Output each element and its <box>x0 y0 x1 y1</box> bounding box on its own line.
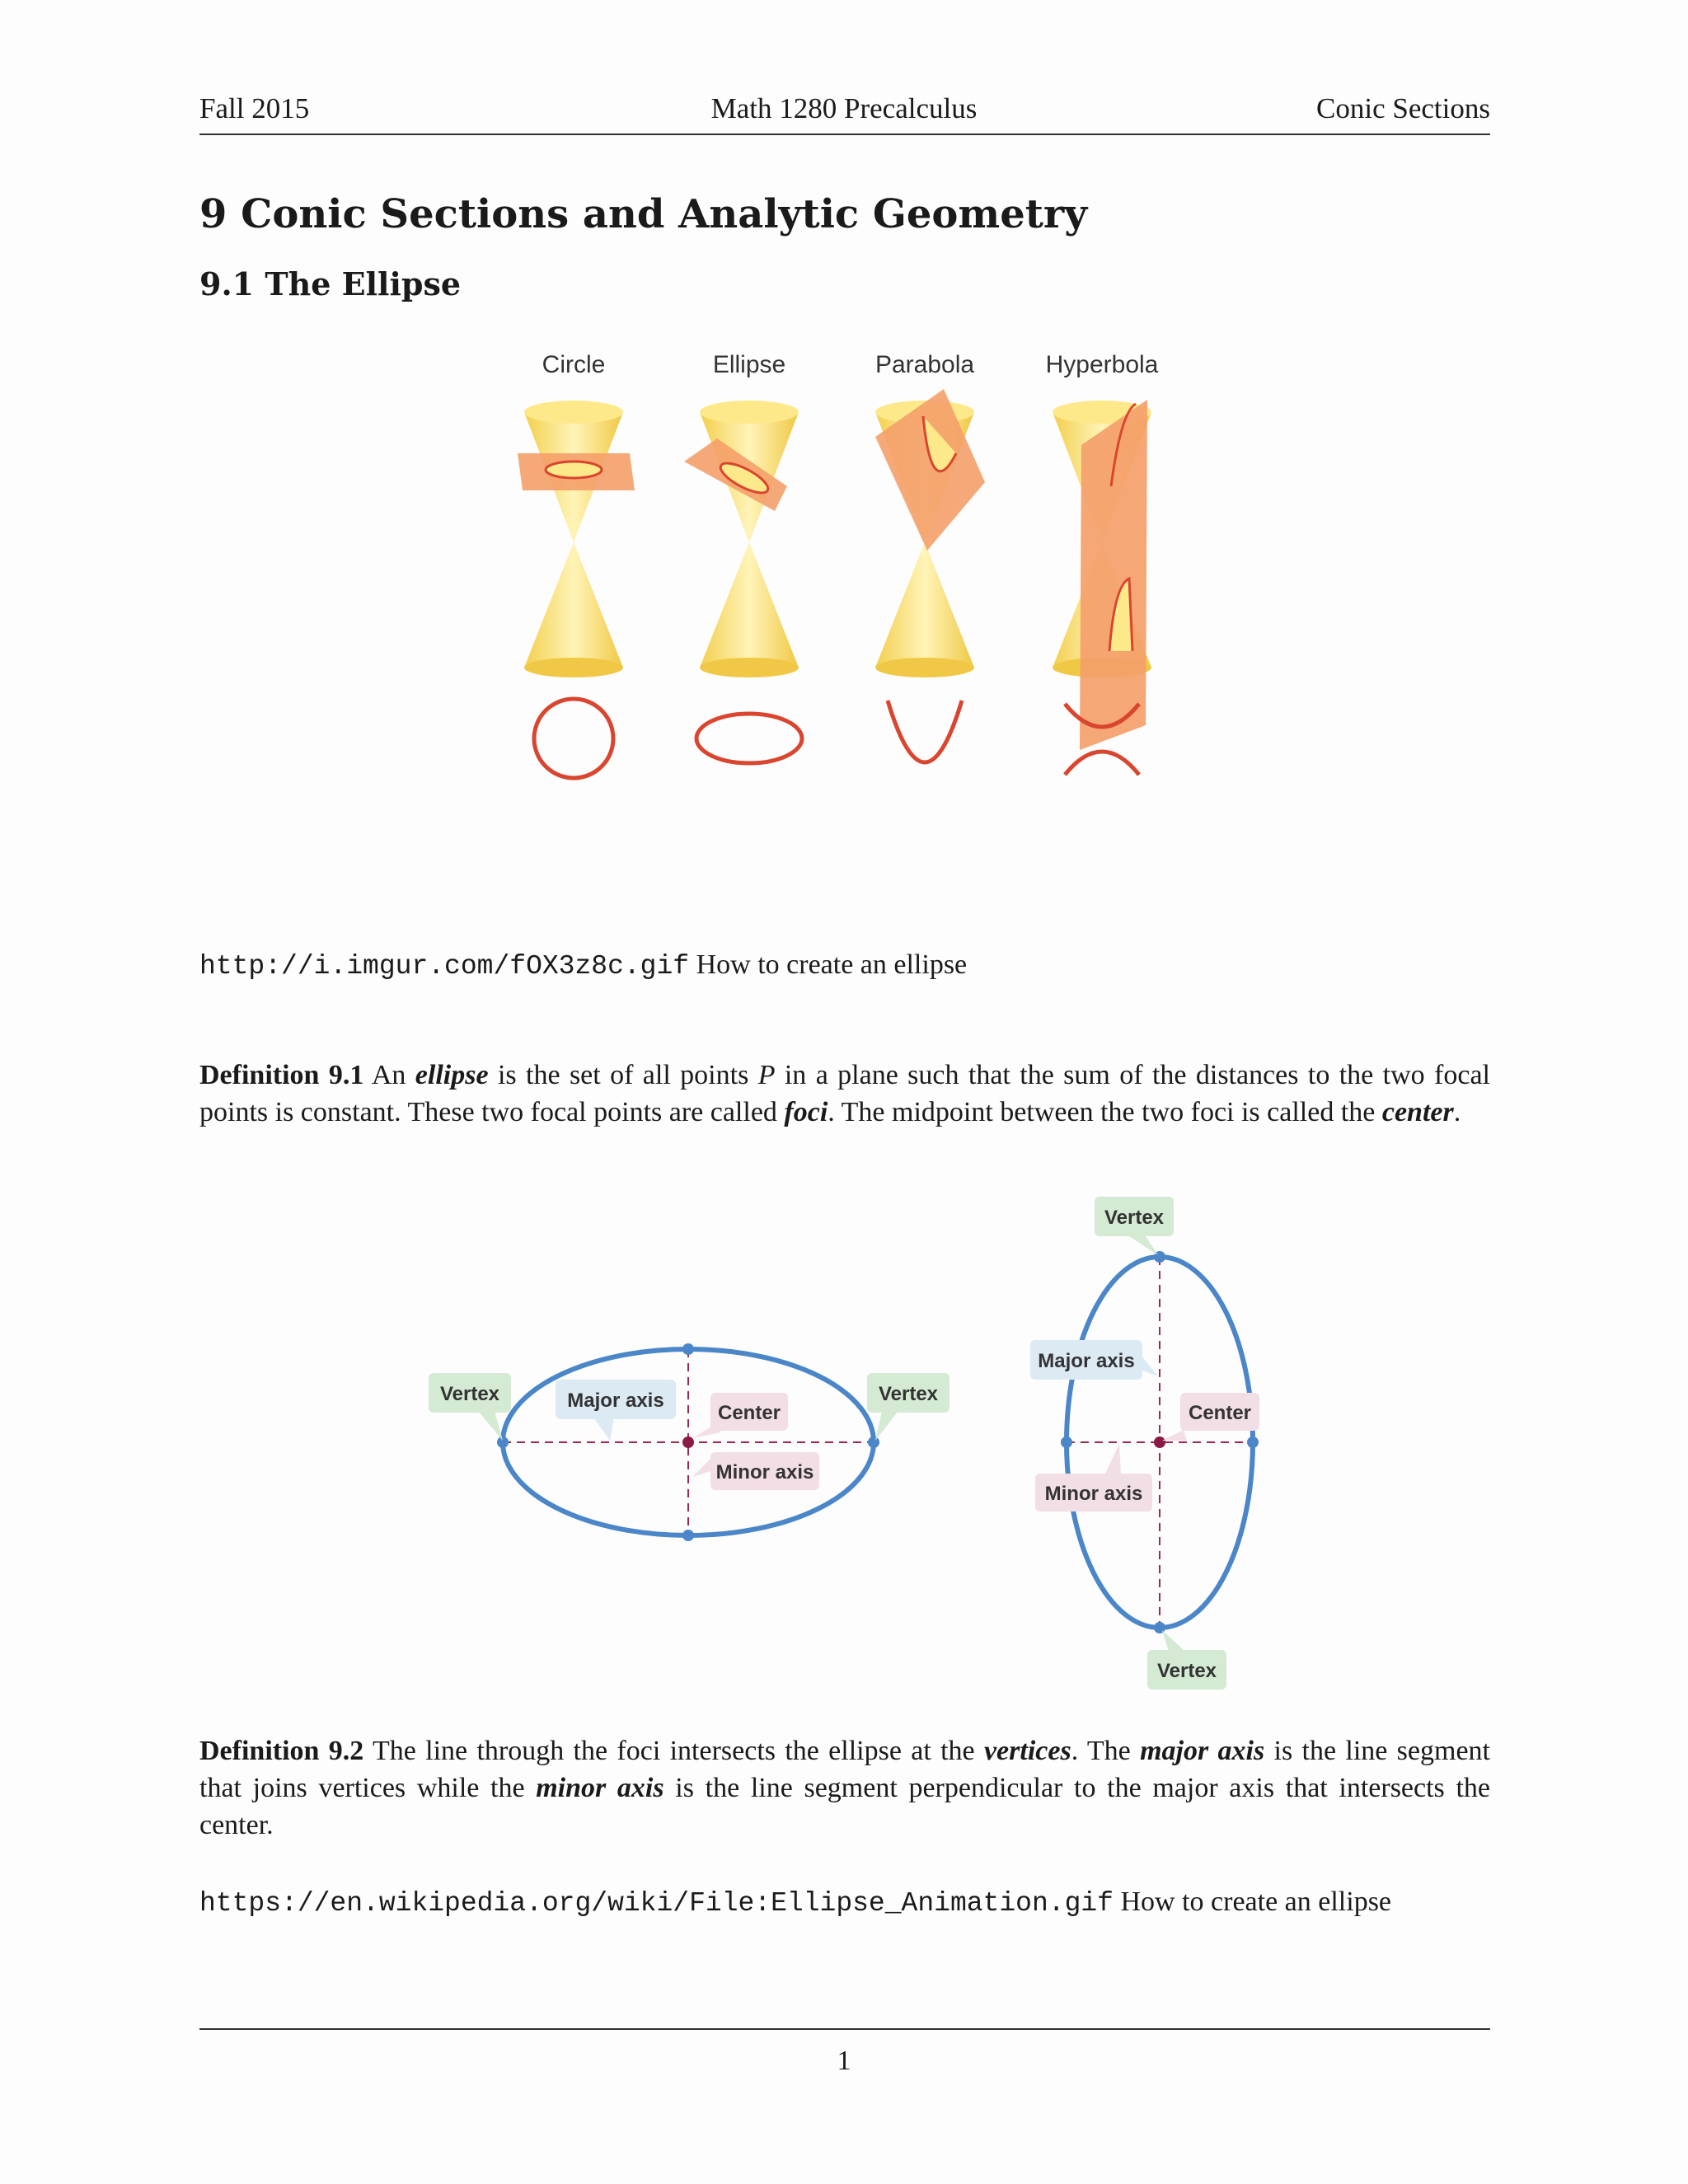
definition-9-1 <box>199 1057 1490 1131</box>
def2-text-4: is the line segment perpendicular to the major axis that intersects the center. <box>199 1773 1490 1840</box>
hyperbola-cone <box>1053 400 1151 750</box>
footer-rule <box>199 2028 1490 2030</box>
def2-text-3: is the line segment that joins vertices while the <box>199 1736 1490 1803</box>
def2-text-2: . The <box>1071 1736 1141 1766</box>
def2-term-minor-axis: minor axis <box>536 1773 664 1803</box>
circle-curve <box>534 699 613 778</box>
header-left: Fall 2015 <box>199 92 310 124</box>
label-ellipse: Ellipse <box>712 351 786 378</box>
link2-line <box>199 1883 1490 1922</box>
vertical-ellipse <box>1030 1197 1259 1690</box>
def1-term-center: center <box>1381 1097 1454 1127</box>
def2-term-vertices: vertices <box>983 1736 1071 1766</box>
v-vertex-bottom-label: Vertex <box>1156 1660 1217 1682</box>
def2-term-major-axis: major axis <box>1140 1736 1265 1766</box>
def1-term-ellipse: ellipse <box>415 1060 489 1090</box>
ellipse-anatomy-figure <box>0 1187 1688 1698</box>
link1-url[interactable]: http://i.imgur.com/fOX3z8c.gif <box>199 951 690 982</box>
hyperbola-lower-curve <box>1065 752 1139 775</box>
subsection-title: 9.1 The Ellipse <box>199 265 462 302</box>
def1-term-foci: foci <box>784 1097 828 1127</box>
label-circle: Circle <box>542 351 606 378</box>
def1-text-5: . <box>1453 1097 1461 1127</box>
header-rule <box>199 134 1490 135</box>
h-center-label: Center <box>717 1402 781 1424</box>
def1-text-4: . The midpoint between the two foci is called the <box>828 1097 1382 1127</box>
h-vertex-right-label: Vertex <box>878 1383 939 1405</box>
header-right: Conic Sections <box>1316 92 1490 124</box>
conic-sections-figure <box>495 338 1195 799</box>
definition-9-2 <box>199 1732 1490 1844</box>
def1-text-1: An <box>363 1060 415 1090</box>
horizontal-ellipse <box>429 1343 950 1541</box>
section-title: 9 Conic Sections and Analytic Geometry <box>199 191 1088 237</box>
circle-cone <box>518 401 635 677</box>
v-center-label: Center <box>1188 1402 1252 1424</box>
page-number: 1 <box>837 2046 851 2076</box>
ellipse-cone <box>684 401 799 677</box>
def1-var-p: P <box>757 1060 776 1090</box>
label-parabola: Parabola <box>874 351 975 378</box>
v-vertex-top-label: Vertex <box>1104 1207 1165 1229</box>
h-vertex-left-label: Vertex <box>439 1383 500 1405</box>
link2-text: How to create an ellipse <box>1113 1886 1392 1917</box>
h-minor-axis-label: Minor axis <box>715 1461 814 1483</box>
link2-url[interactable]: https://en.wikipedia.org/wiki/File:Ellipse_Animation.gif <box>199 1888 1114 1919</box>
v-major-axis-label: Major axis <box>1038 1350 1135 1372</box>
link1-text: How to create an ellipse <box>689 949 968 980</box>
def1-text-3: in a plane such that the sum of the distances to the two focal points is constant. These two focal points are called <box>199 1060 1490 1127</box>
parabola-cone <box>875 389 985 677</box>
def1-label: Definition 9.1 <box>199 1060 364 1090</box>
parabola-curve <box>888 701 962 762</box>
link1-line <box>199 946 1490 985</box>
def1-text-2: is the set of all points <box>488 1060 758 1090</box>
h-major-axis-label: Major axis <box>567 1390 664 1412</box>
label-hyperbola: Hyperbola <box>1045 351 1159 378</box>
ellipse-curve <box>696 714 802 763</box>
def2-text-1: The line through the foci intersects the ellipse at the <box>363 1736 984 1766</box>
def2-label: Definition 9.2 <box>199 1736 364 1766</box>
v-minor-axis-label: Minor axis <box>1044 1483 1143 1505</box>
header-center: Math 1280 Precalculus <box>710 92 978 124</box>
